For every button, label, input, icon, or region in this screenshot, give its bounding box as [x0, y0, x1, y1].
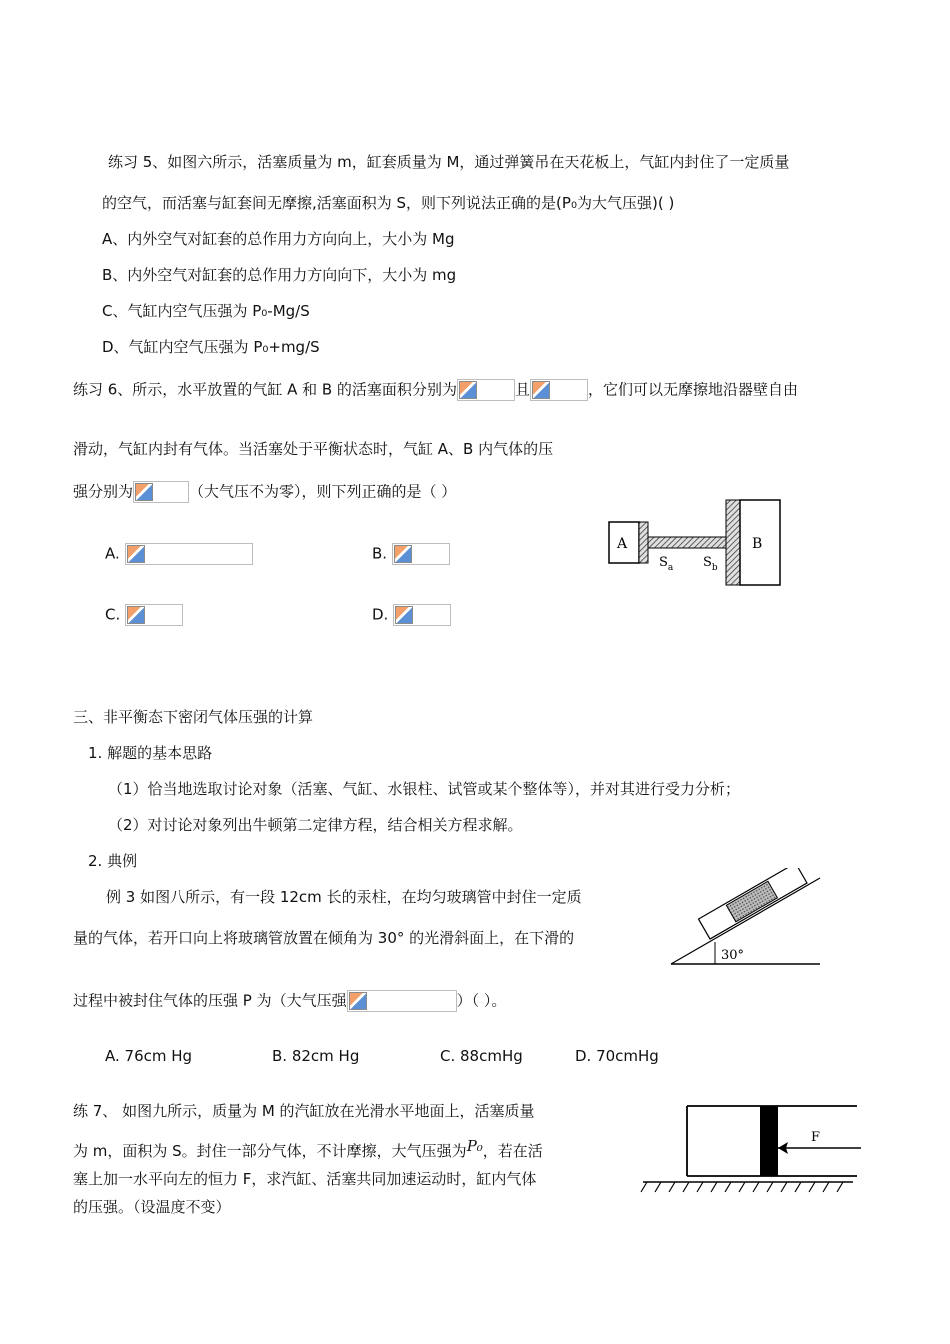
ex5-option-a: A、内外空气对缸套的总作用力方向向上，大小为 Mg [102, 230, 455, 248]
ex6-option-b [372, 543, 450, 565]
ground-hatching [641, 1182, 843, 1192]
ex7-line4: 的压强。（设温度不变） [73, 1198, 231, 1216]
image-placeholder-icon [457, 379, 515, 401]
ex7-cylinder-figure [635, 1098, 865, 1198]
ex6-option-d-label: D. [372, 605, 389, 624]
ex5-option-b: B、内外空气对缸套的总作用力方向向下，大小为 mg [102, 266, 457, 284]
label-sa: $S_a$ [659, 555, 674, 573]
ex3-line3 [73, 990, 506, 1012]
ex6-option-a [105, 543, 253, 565]
ex6-line3-text-b: （大气压不为零），则下列正确的是（ ） [189, 482, 457, 501]
ex3-option-d: D. 70cmHg [575, 1047, 659, 1065]
ex6-line3 [73, 481, 456, 503]
ex6-line1-text-a: 练习 6、所示，水平放置的气缸 A 和 B 的活塞面积分别为 [73, 380, 457, 399]
ex6-option-c-label: C. [105, 605, 121, 624]
p0-symbol: P₀ [466, 1137, 483, 1155]
ex5-line1: 练习 5、如图六所示，活塞质量为 m，缸套质量为 M，通过弹簧吊在天花板上，气缸内封住了一定质量 [108, 153, 790, 171]
glass-tube [699, 868, 807, 939]
ex6-line3-text-a: 强分别为 [73, 482, 134, 501]
image-placeholder-icon [125, 543, 253, 565]
label-sb: $S_b$ [703, 555, 718, 573]
force-label: F [811, 1130, 821, 1145]
ex3-option-a: A. 76cm Hg [105, 1047, 193, 1065]
image-placeholder-icon [347, 990, 457, 1012]
image-placeholder-icon [133, 481, 189, 503]
ex6-option-b-label: B. [372, 544, 388, 563]
ex6-option-d [372, 604, 451, 626]
ex6-line1 [73, 379, 798, 401]
ex6-line1-text-b: 且 [514, 380, 530, 399]
image-placeholder-icon [530, 379, 588, 401]
ex3-line3-text-b: ）（ ）。 [456, 991, 507, 1010]
ex3-line3-text-a: 过程中被封住气体的压强 P 为（大气压强 [73, 991, 347, 1010]
mercury-column [726, 881, 777, 921]
ex6-cylinder-figure [605, 495, 790, 590]
ex6-line2: 滑动，气缸内封有气体。当活塞处于平衡状态时，气缸 A、B 内气体的压 [73, 440, 554, 458]
ex6-option-a-label: A. [105, 544, 120, 563]
ex6-line1-text-c: ，它们可以无摩擦地沿器壁自由 [587, 380, 798, 399]
sec3-point-1b: （2）对讨论对象列出牛顿第二定律方程，结合相关方程求解。 [108, 816, 523, 834]
ex7-line3: 塞上加一水平向左的恒力 F，求汽缸、活塞共同加速运动时，缸内气体 [73, 1170, 537, 1188]
incline-line [671, 878, 820, 964]
label-b: B [752, 536, 763, 552]
ex3-line2: 量的气体，若开口向上将玻璃管放置在倾角为 30° 的光滑斜面上，在下滑的 [73, 929, 575, 947]
ex7-line2-text-a: 为 m，面积为 S。封住一部分气体，不计摩擦，大气压强为 [73, 1142, 467, 1160]
piston-b [726, 500, 740, 585]
piston-a [639, 522, 648, 563]
sec3-point-1: 1. 解题的基本思路 [88, 744, 213, 762]
image-placeholder-icon [393, 604, 451, 626]
image-placeholder-icon [392, 543, 450, 565]
ex5-option-c: C、气缸内空气压强为 P₀-Mg/S [102, 302, 310, 320]
ex3-option-c: C. 88cmHg [440, 1047, 523, 1065]
ex3-incline-figure [665, 868, 825, 970]
ex5-line2: 的空气，而活塞与缸套间无摩擦,活塞面积为 S，则下列说法正确的是(P₀为大气压强)( ) [102, 194, 675, 212]
angle-label: 30° [721, 948, 745, 963]
label-a: A [617, 536, 628, 552]
ex7-line2 [73, 1137, 543, 1161]
ex7-line2-text-b: ，若在活 [482, 1142, 543, 1160]
piston [760, 1106, 778, 1176]
ex5-option-d: D、气缸内空气压强为 P₀+mg/S [102, 338, 320, 356]
sec3-point-2: 2. 典例 [88, 852, 138, 870]
ex3-line1: 例 3 如图八所示，有一段 12cm 长的汞柱，在均匀玻璃管中封住一定质 [106, 888, 582, 906]
image-placeholder-icon [125, 604, 183, 626]
ex7-line1: 练 7、 如图九所示，质量为 M 的汽缸放在光滑水平地面上，活塞质量 [73, 1102, 535, 1120]
section-title: 三、非平衡态下密闭气体压强的计算 [73, 708, 314, 726]
ex6-option-c [105, 604, 183, 626]
piston-rod [648, 537, 726, 548]
ex3-option-b: B. 82cm Hg [272, 1047, 360, 1065]
sec3-point-1a: （1）恰当地选取讨论对象（活塞、气缸、水银柱、试管或某个整体等），并对其进行受力分析； [108, 780, 741, 798]
